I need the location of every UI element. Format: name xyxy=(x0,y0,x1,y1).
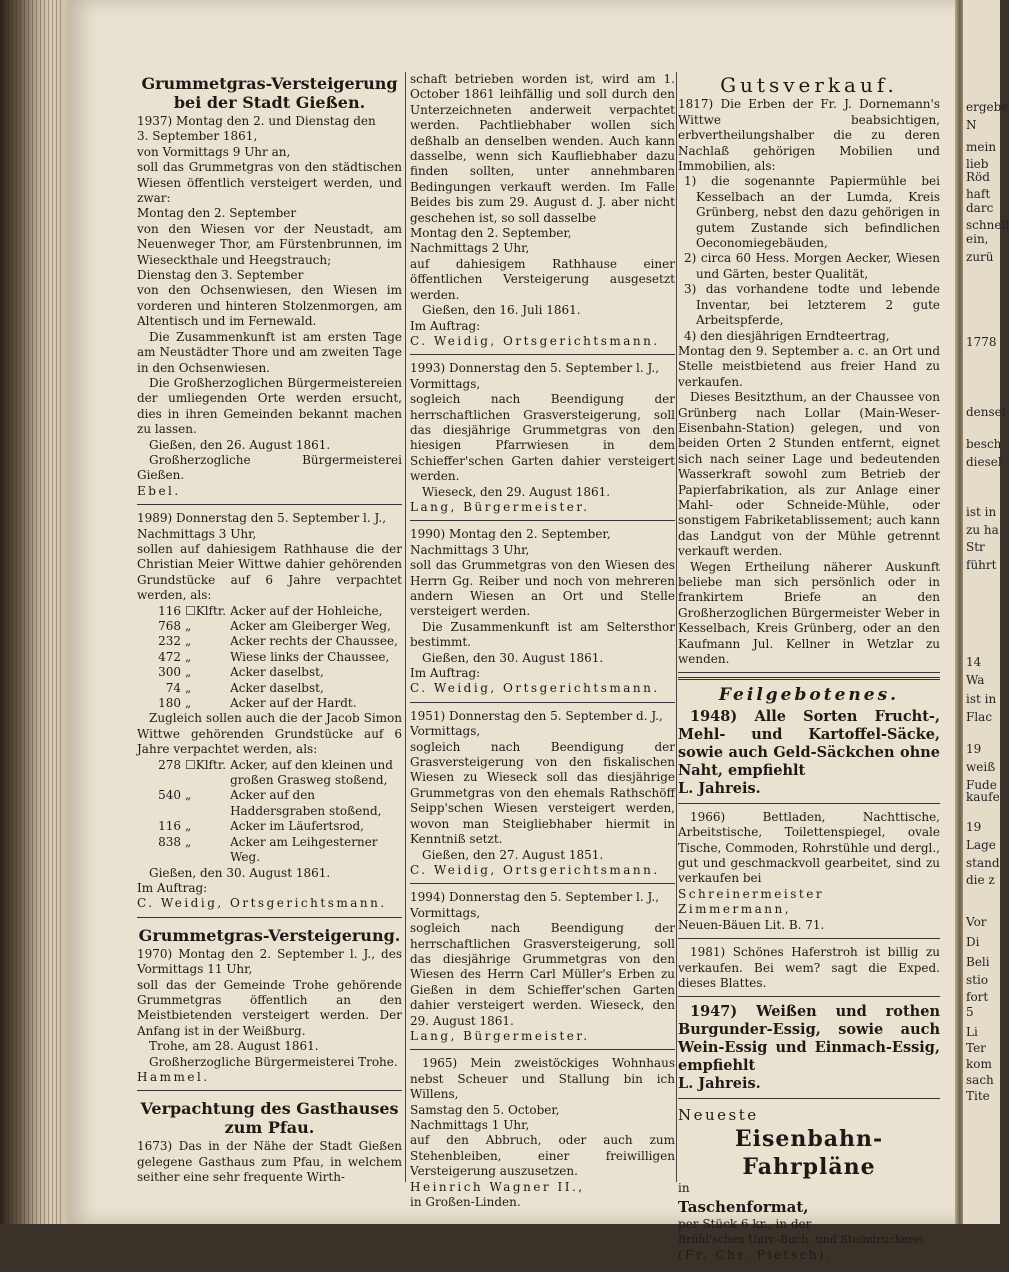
next-page-fragment: diesel xyxy=(966,455,1002,469)
ad-signature: Heinrich Wagner II., xyxy=(410,1179,585,1194)
next-page-fragment: lieb xyxy=(966,157,989,171)
ad-text: Taschenformat, xyxy=(678,1197,809,1216)
ad-signature: C. Weidig, Ortsgerichtsmann. xyxy=(410,862,660,877)
table-row xyxy=(147,634,402,649)
list-item: 1) die sogenannte Papiermühle bei Kesselbach an der Lumda, Kreis Grünberg, nebst den dazu gehörigen in gutem Zustande sich befindlichen Oeconomiegebäuden, xyxy=(684,174,940,251)
parcel-size: 472 xyxy=(158,649,181,664)
ad-grummetgras-trohe xyxy=(137,922,402,1092)
ad-text: 1965) Mein zweistöckiges Wohnhaus nebst Scheuer und Stallung bin ich Willens, xyxy=(410,1056,675,1102)
next-page-fragment: zu ha xyxy=(966,523,999,537)
next-page-fragment: 14 xyxy=(966,655,982,669)
ad-text: Dieses Besitzthum, an der Chaussee von Grünberg nach Lollar (Main-Weser-Eisenbahn-Station) gelegen, und von beiden Orten 2 Stunden entfernt, eignet sich nach seiner Lage und bedeutenden Wasserkraft sowohl zum Betrieb der Papierfabrikation, als zur Anlage einer Mahl- oder Schneide-Mühle, oder sonstigem Fabriketablissement; auch kann das Landgut von der Mühle getrennt verkauft werden. xyxy=(678,390,940,559)
ad-text: Gießen, den 27. August 1851. xyxy=(422,847,604,862)
ad-text: 3. September 1861, xyxy=(137,129,258,144)
parcel-desc: Acker daselbst, xyxy=(230,665,324,680)
next-page-fragment: besch xyxy=(966,437,1002,451)
next-page-fragment: Flac xyxy=(966,710,993,724)
parcel-unit: „ xyxy=(185,696,192,711)
ad-haferstroh xyxy=(678,943,940,997)
ad-text: Nachmittags 1 Uhr, xyxy=(410,1118,530,1132)
ad-text: Trohe, am 28. August 1861. xyxy=(149,1039,319,1054)
ad-gasthaus-pfau xyxy=(137,1095,402,1190)
next-page-fragment: N xyxy=(966,118,977,132)
parcel-size: 232 xyxy=(158,634,181,649)
ad-signature: Lang, Bürgermeister. xyxy=(410,499,590,514)
ad-text: Vormittags, xyxy=(410,376,481,391)
parcel-unit: „ xyxy=(185,619,192,633)
ad-signature: L. Jahreis. xyxy=(678,779,761,797)
ad-text: sogleich nach Beendigung der herrschaftlichen Grasversteigerung, soll das diesjährige Grummetgras von den Wiesen des Herrn Carl Müller's Erben zu Gießen in dem Schieffer'schen Garten dahier versteigert werden. Wieseck, den 29. August 1861. xyxy=(410,921,675,1028)
next-page-fragment: Di xyxy=(966,935,980,949)
ad-verpachtung-meier xyxy=(137,509,402,918)
ad-text: Nachmittags 3 Uhr, xyxy=(410,542,530,557)
next-page-fragment: Lage xyxy=(966,838,996,852)
parcel-size: 116 xyxy=(158,819,181,834)
ad-text: von den Wiesen vor der Neustadt, am Neuenweger Thor, am Fürstenbrunnen, im Wieseckthale und Heegstrauch; xyxy=(137,221,402,267)
table-row xyxy=(147,696,402,711)
next-page-fragment: ein, xyxy=(966,232,989,246)
table-row xyxy=(147,604,402,619)
ad-text: Neueste xyxy=(678,1106,759,1125)
table-row xyxy=(147,650,402,665)
ad-text: Samstag den 5. October, xyxy=(410,1102,560,1117)
ad-text: soll das Grummetgras von den Wiesen des Herrn Gg. Reiber und noch von mehreren andern Wiesen an Ort und Stelle versteigert werden. xyxy=(410,558,675,619)
ad-signature: C. Weidig, Ortsgerichtsmann. xyxy=(410,681,660,696)
ad-wohnhaus-wagner xyxy=(410,1054,675,1215)
ad-text: Nachmittags 3 Uhr, xyxy=(137,526,257,541)
next-page-fragment: Tite xyxy=(966,1089,990,1103)
ad-text: sogleich nach Beendigung der herrschaftlichen Grasversteigerung, soll das diesjährige Grummetgras von den hiesigen Pfarrwiesen in dem Schieffer'schen Garten dahier versteigert werden. xyxy=(410,392,675,484)
ad-text: per Stück 6 kr., in der xyxy=(678,1216,812,1231)
next-page-fragment: Ter xyxy=(966,1041,986,1055)
ad-text: Vormittags, xyxy=(410,905,481,920)
ad-text: Im Auftrag: xyxy=(410,666,481,681)
ad-text: 1966) Bettladen, Nachttische, Arbeitstische, Toilettenspiegel, ovale Tische, Commoden, Rohrstühle und dergl., gut und geschmackvoll gearbeitet, sind zu verkaufen bei xyxy=(678,809,940,886)
next-page-fragment: darc xyxy=(966,201,994,215)
ad-text: 1994) Donnerstag den 5. September l. J., xyxy=(410,890,660,905)
parcel-unit: ☐Klftr. xyxy=(185,603,227,618)
next-page-fragment: Li xyxy=(966,1025,978,1039)
ad-text: Die Großherzoglichen Bürgermeistereien der umliegenden Orte werden ersucht, dies in ihren Gemeinden bekannt machen zu lassen. xyxy=(137,375,402,437)
parcel-desc: Acker auf der Hohleiche, xyxy=(230,603,383,618)
column-separator xyxy=(405,72,406,1182)
parcel-desc: Acker, auf den kleinen und großen Grasweg stoßend, xyxy=(230,757,393,788)
ad-text: Montag den 9. September a. c. an Ort und Stelle meistbietend aus freier Hand zu verkaufen. xyxy=(678,343,940,389)
ad-gutsverkauf xyxy=(678,70,940,673)
ad-grummetgras-seipp xyxy=(410,707,675,884)
next-page-fragment: mein xyxy=(966,140,997,154)
ad-text: Die Zusammenkunft ist am Seltersthor bestimmt. xyxy=(410,619,675,650)
section-title: Feilgebotenes. xyxy=(718,685,900,706)
next-page-strip xyxy=(963,0,1009,1224)
parcel-desc: Wiese links der Chaussee, xyxy=(230,649,390,664)
ad-title: Eisenbahn-Fahrpläne xyxy=(734,1126,884,1181)
ad-text: Vormittags, xyxy=(410,724,481,739)
next-page-fragment: ist in xyxy=(966,505,997,519)
ad-text: Wieseck, den 29. August 1861. xyxy=(422,484,611,499)
ad-saecke xyxy=(678,677,940,803)
next-page-fragment: die z xyxy=(966,873,995,887)
next-page-fragment: stio xyxy=(966,973,989,987)
ad-grummetgras-giessen xyxy=(137,70,402,505)
next-page-fragment: Beli xyxy=(966,955,990,969)
parcel-unit: ☐Klftr. xyxy=(185,757,227,772)
ad-signature: Schreinermeister Zimmermann, xyxy=(678,886,825,917)
column-separator xyxy=(676,72,677,1182)
ad-text: 1673) Das in der Nähe der Stadt Gießen gelegene Gasthaus zum Pfau, in welchem seither eine sehr frequente Wirth- xyxy=(137,1139,402,1185)
parcel-table xyxy=(147,758,402,866)
column-2 xyxy=(410,70,675,1219)
list-item: 2) circa 60 Hess. Morgen Aecker, Wiesen und Gärten, bester Qualität, xyxy=(684,251,940,281)
ad-signature: Hammel. xyxy=(137,1069,210,1084)
ad-text: auf den Abbruch, oder auch zum Stehenbleiben, einer freiwilligen Versteigerung auszusetzen. xyxy=(410,1133,675,1179)
ad-signature: Neuen-Bäuen Lit. B. 71. xyxy=(678,917,825,932)
ad-text: auf dahiesigem Rathhause einer öffentlichen Versteigerung ausgesetzt werden. xyxy=(410,256,675,302)
parcel-unit: „ xyxy=(185,680,192,695)
ad-text: 1817) Die Erben der Fr. J. Dornemann's Wittwe beabsichtigen, erbvertheilungshalber die zu deren Nachlaß gehörigen Mobilien und Immobilien, als: xyxy=(678,97,940,174)
parcel-table xyxy=(147,604,402,712)
ad-text: soll das Grummetgras von den städtischen Wiesen öffentlich versteigert werden, und zwar: xyxy=(137,160,402,206)
next-page-fragment: weiß xyxy=(966,760,996,774)
ad-text: Brühl'schen Univ.-Buch- und Steindruckerei xyxy=(678,1233,924,1247)
next-page-fragment: 1778 xyxy=(966,335,997,349)
ad-title: Verpachtung des Gasthauses zum Pfau. xyxy=(140,1099,399,1138)
book-edge xyxy=(0,0,68,1224)
parcel-unit: „ xyxy=(185,634,192,649)
ad-text: Zugleich sollen auch die der Jacob Simon Wittwe gehörenden Grundstücke auf 6 Jahre verpachtet werden, als: xyxy=(137,711,402,757)
next-page-fragment: 19 xyxy=(966,742,982,756)
table-row xyxy=(147,819,402,834)
ad-essig xyxy=(678,1001,940,1099)
parcel-desc: Acker auf den Haddersgraben stoßend, xyxy=(230,788,382,818)
ad-text: in xyxy=(678,1181,690,1196)
ad-text: 1947) Weißen und rothen Burgunder-Essig, sowie auch Wein-Essig und Einmach-Essig, empfiehlt xyxy=(678,1003,940,1075)
table-row xyxy=(147,835,402,866)
parcel-desc: Acker am Leihgesterner Weg. xyxy=(230,834,378,865)
table-row xyxy=(147,788,402,819)
ad-signature: Ebel. xyxy=(137,483,181,498)
ad-text: 1937) Montag den 2. und Dienstag den xyxy=(137,114,376,128)
ad-text: 1990) Montag den 2. September, xyxy=(410,527,611,542)
ad-text: Dienstag den 3. September xyxy=(137,268,304,283)
next-page-fragment: kaufe xyxy=(966,790,1000,804)
parcel-unit: „ xyxy=(185,788,192,803)
next-page-fragment: Vor xyxy=(966,915,987,929)
next-page-fragment: Wa xyxy=(966,673,985,687)
ad-text: 1989) Donnerstag den 5. September l. J., xyxy=(137,511,387,526)
ad-title: Grummetgras-Versteigerung bei der Stadt Gießen. xyxy=(141,74,398,112)
ad-text: sollen auf dahiesigem Rathhause die der Christian Meier Wittwe dahier gehörenden Grundstücke auf 6 Jahre verpachtet werden, als: xyxy=(137,541,402,603)
ad-signature: Lang, Bürgermeister. xyxy=(410,1028,590,1043)
ad-signature: C. Weidig, Ortsgerichtsmann. xyxy=(137,896,387,911)
next-page-fragment: ist in xyxy=(966,692,997,706)
ad-text: soll das der Gemeinde Trohe gehörende Grummetgras öffentlich an den Meistbietenden versteigert werden. Der Anfang ist in der Weißburg. xyxy=(137,977,402,1038)
next-page-fragment: Str xyxy=(966,540,985,554)
parcel-size: 300 xyxy=(158,665,181,680)
ad-signature: L. Jahreis. xyxy=(678,1075,761,1093)
ad-text: Gießen, den 26. August 1861. xyxy=(149,437,331,452)
list-item: 3) das vorhandene todte und lebende Inventar, bei letzterem 2 gute Arbeitspferde, xyxy=(684,282,940,328)
parcel-unit: „ xyxy=(185,819,192,834)
parcel-size: 180 xyxy=(158,696,181,711)
ad-text: von den Ochsenwiesen, den Wiesen im vorderen und hinteren Stolzenmorgen, am Altentisch und im Fernewald. xyxy=(137,283,402,329)
ad-signature: in Großen-Linden. xyxy=(410,1195,521,1210)
ad-text: Im Auftrag: xyxy=(137,880,208,895)
parcel-size: 768 xyxy=(158,619,181,633)
ad-text: Gießen, den 30. August 1861. xyxy=(422,650,604,665)
ad-fahrplaene xyxy=(678,1103,940,1268)
table-row xyxy=(147,619,402,634)
parcel-desc: Acker rechts der Chaussee, xyxy=(230,634,398,649)
table-row xyxy=(147,758,402,789)
parcel-size: 74 xyxy=(165,680,181,695)
ad-text: von Vormittags 9 Uhr an, xyxy=(137,144,291,159)
parcel-size: 838 xyxy=(158,834,181,849)
ad-text: 1948) Alle Sorten Frucht-, Mehl- und Kartoffel-Säcke, sowie auch Geld-Säckchen ohne Naht, empfiehlt xyxy=(678,707,940,779)
ad-gasthaus-pfau-cont xyxy=(410,70,675,355)
parcel-size: 116 xyxy=(158,603,181,618)
ad-text: Großherzogliche Bürgermeisterei Trohe. xyxy=(149,1054,398,1069)
parcel-desc: Acker am Gleiberger Weg, xyxy=(230,619,391,633)
ad-text: Nachmittags 2 Uhr, xyxy=(410,241,530,256)
parcel-desc: Acker im Läufertsrod, xyxy=(230,819,364,834)
ad-text: Im Auftrag: xyxy=(410,318,481,333)
ad-text: Wegen Ertheilung näherer Auskunft beliebe man sich persönlich oder in frankirtem Briefe an den Großherzoglichen Bürgermeister Weber in Kesselbach, Kreis Grünberg, oder an den Kaufmann Jul. Kellner in Wetzlar zu wenden. xyxy=(678,559,940,667)
ad-text: 1970) Montag den 2. September l. J., des Vormittags 11 Uhr, xyxy=(137,946,402,977)
parcel-desc: Acker auf der Hardt. xyxy=(230,696,357,711)
next-page-fragment: kom xyxy=(966,1057,992,1071)
ad-text: Gießen, den 16. Juli 1861. xyxy=(422,303,581,318)
next-page-fragment: densel xyxy=(966,405,1006,419)
ad-text: Gießen, den 30. August 1861. xyxy=(149,865,331,880)
next-page-fragment: ergebe xyxy=(966,100,1009,114)
ad-text: Montag den 2. September xyxy=(137,206,297,221)
ad-text: Montag den 2. September, xyxy=(410,226,572,241)
ad-text: Die Zusammenkunft ist am ersten Tage am Neustädter Thore und am zweiten Tage in den Ochsenwiesen. xyxy=(137,329,402,375)
ad-text: Großherzogliche Bürgermeisterei Gießen. xyxy=(137,452,402,483)
ad-title: Gutsverkauf. xyxy=(720,73,898,97)
parcel-desc: Acker daselbst, xyxy=(230,680,324,695)
ad-text: 1993) Donnerstag den 5. September l. J., xyxy=(410,361,660,376)
ad-title: Grummetgras-Versteigerung. xyxy=(138,925,401,945)
ad-grummetgras-reiber xyxy=(410,525,675,702)
parcel-unit: „ xyxy=(185,649,192,664)
column-3 xyxy=(678,70,940,1272)
next-page-fragment: führt xyxy=(966,558,997,572)
ad-grummetgras-mueller xyxy=(410,888,675,1050)
list-item: 4) den diesjährigen Erndteertrag, xyxy=(684,328,890,343)
next-page-fragment: sach xyxy=(966,1073,994,1087)
ad-moebel xyxy=(678,808,940,939)
parcel-unit: „ xyxy=(185,665,192,680)
ad-grummetgras-pfarrwiesen xyxy=(410,359,675,521)
ad-signature: C. Weidig, Ortsgerichtsmann. xyxy=(410,333,660,348)
ad-text: 1951) Donnerstag den 5. September d. J., xyxy=(410,708,663,723)
next-page-fragment: 19 xyxy=(966,820,982,834)
next-page-fragment: 5 xyxy=(966,1005,974,1019)
next-page-fragment: schnell xyxy=(966,218,1009,232)
parcel-unit: „ xyxy=(185,834,192,849)
next-page-fragment: zurü xyxy=(966,250,994,264)
next-page-fragment: Fude xyxy=(966,778,997,792)
parcel-size: 278 xyxy=(158,757,181,772)
ad-text: (Fr. Chr. Pietsch). xyxy=(678,1247,833,1262)
next-page-fragment: stand xyxy=(966,856,1000,870)
next-page-fragment: Röd xyxy=(966,170,990,184)
table-row xyxy=(147,665,402,680)
table-row xyxy=(147,681,402,696)
ad-text: 1981) Schönes Haferstroh ist billig zu verkaufen. Bei wem? sagt die Exped. dieses Blattes. xyxy=(678,945,940,990)
next-page-fragment: haft xyxy=(966,187,991,201)
ad-text: schaft betrieben worden ist, wird am 1. October 1861 leihfällig und soll durch den Unterzeichneten anderweit verpachtet werden. Pachtliebhaber wollen sich deßhalb an denselben wenden. Auch kann dasselbe, wenn sich Kaufliebhaber dazu finden sollten, unter annehmbaren Bedingungen verkauft werden. Im Falle Beides bis zum 29. August d. J. aber nicht geschehen ist, so soll dasselbe xyxy=(410,72,675,225)
ad-text: sogleich nach Beendigung der Grasversteigerung von den fiskalischen Wiesen zu Wieseck soll das diesjährige Grummetgras von den ehemals Rathschöff Seipp'schen Wiesen versteigert werden, wovon man Steigliebhaber hiermit in Kenntniß setzt. xyxy=(410,739,675,847)
column-1 xyxy=(137,70,402,1195)
next-page-fragment: fort xyxy=(966,990,989,1004)
parcel-size: 540 xyxy=(158,788,181,803)
